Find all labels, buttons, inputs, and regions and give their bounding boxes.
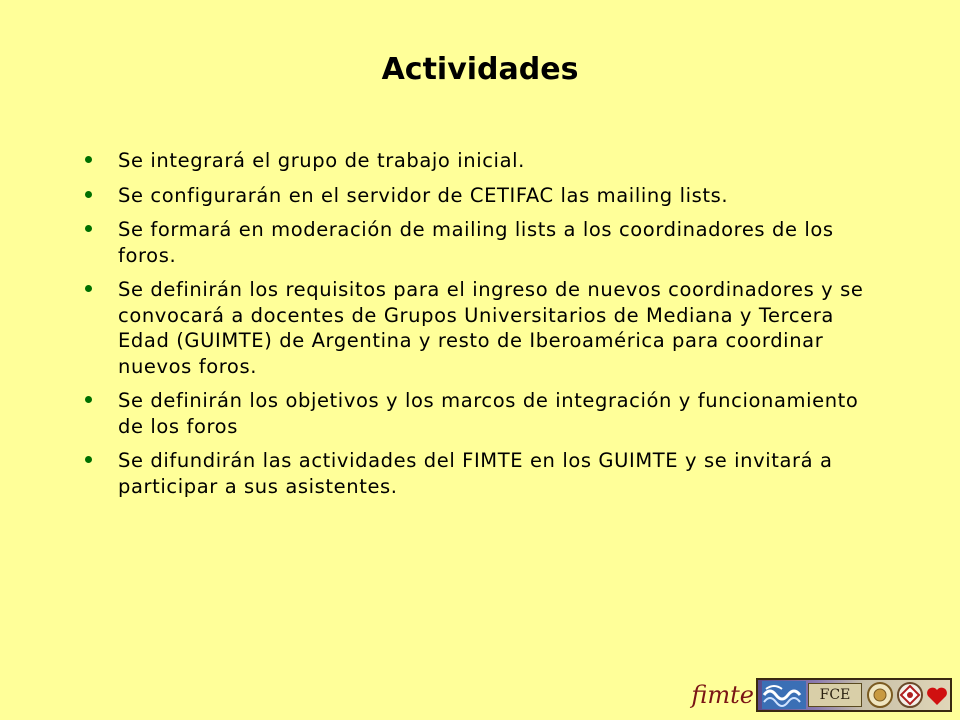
list-item [84,148,884,174]
list-item [84,448,884,499]
bullet-icon [84,448,118,473]
footer-logo [691,678,952,712]
crest-logo-icon [866,681,894,709]
bullet-text: Se integrará el grupo de trabajo inicial. [118,149,525,172]
logo-strip [756,678,952,712]
bullet-text: Se configurarán en el servidor de CETIFAC las mailing lists. [118,183,729,207]
bullet-text: Se formará en moderación de mailing lists a los coordinadores de los foros. [118,218,834,267]
bullet-icon [84,388,118,413]
bullet-icon [84,148,118,173]
bullet-icon [84,277,118,302]
heart-icon [926,686,948,706]
bullet-text: Se definirán los requisitos para el ingreso de nuevos coordinadores y se convocará a docentes de Grupos Universitarios de Mediana y Tercera Edad (GUIMTE) de Argentina y resto de Iberoamérica para coordinar nuevos foros. [118,278,864,378]
waves-logo-icon [762,681,806,709]
bullet-list [84,148,884,508]
fimte-brand-text: fimte [691,681,754,709]
list-item [84,217,884,268]
list-item [84,183,884,209]
diamond-logo-icon [896,681,924,709]
bullet-icon [84,217,118,242]
fce-logo: FCE [808,683,862,707]
bullet-icon [84,183,118,208]
list-item [84,388,884,439]
slide-title: Actividades [381,52,579,87]
list-item [84,277,884,379]
bullet-text: Se difundirán las actividades del FIMTE en los GUIMTE y se invitará a participar a sus asistentes. [118,449,833,498]
bullet-text: Se definirán los objetivos y los marcos de integración y funcionamiento de los foros [118,389,859,438]
